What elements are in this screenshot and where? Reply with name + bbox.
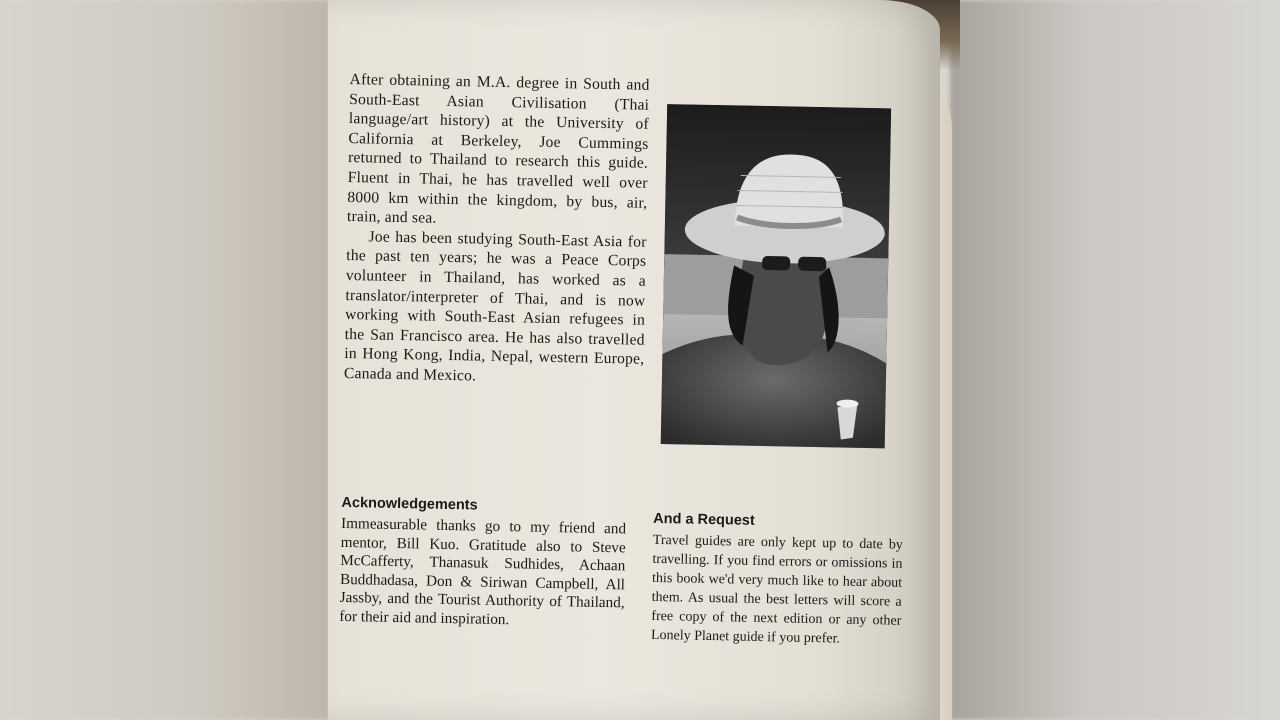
- request-heading: And a Request: [653, 510, 755, 529]
- author-photo: [661, 104, 891, 448]
- bio-paragraph-2: Joe has been studying South-East Asia for the past ten years; he was a Peace Corps volunteer in Thailand, has worked as a translator/interpreter of Thai, and is now working with South-East Asian refugees in the San Francisco area. He has also travelled in Hong Kong, India, Nepal, western Europe, Canada and Mexico.: [343, 228, 647, 385]
- background-right: [950, 0, 1280, 720]
- page-content: [338, 60, 910, 711]
- request-text: Travel guides are only kept up to date by travelling. If you find errors or omissions in this book we'd very much like to hear about them. As usual the best letters will score a free copy of the next edition or any other Lonely Planet guide if you prefer.: [650, 532, 903, 647]
- bio-paragraph-1: After obtaining an M.A. degree in South and South-East Asian Civilisation (Thai language/art history) at the University of California at Berkeley, Joe Cummings returned to Thailand to research this guide. Fluent in Thai, he has travelled well over 8000 km within the kingdom, by bus, air, train, and sea.: [346, 70, 650, 227]
- acknowledgements-text: Immeasurable thanks go to my friend and mentor, Bill Kuo. Gratitude also to Steve McCafferty, Thanasuk Sudhides, Achaan Buddhadasa, Don & Siriwan Campbell, All Jassby, and the Tourist Authority of Thailand, for their aid and inspiration.: [339, 514, 627, 628]
- acknowledgements-heading: Acknowledgements: [341, 494, 478, 514]
- author-bio: [344, 70, 650, 389]
- background-left: [0, 0, 330, 720]
